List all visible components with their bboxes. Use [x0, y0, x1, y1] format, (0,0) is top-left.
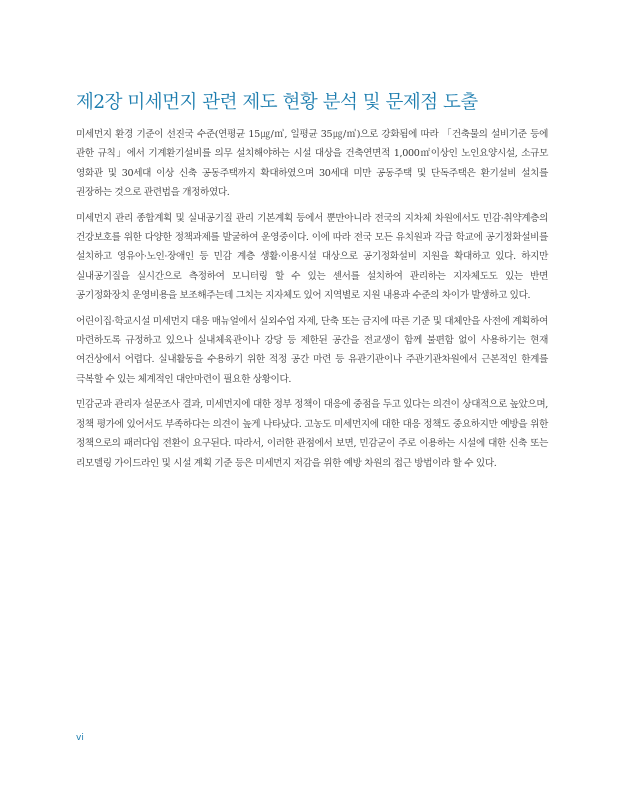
paragraph-3: 어린이집·학교시설 미세먼지 대응 매뉴얼에서 실외수업 자제, 단축 또는 금지에 따른 기준 및 대체안을 사전에 계획하여 마련하도록 규정하고 있으나 실내체육관이나 강당 등 제한된 공간을 전교생이 함께 불편함 없이 사용하기는 현재 여건상에서 어렵다. 실내활동을 수용하기 위한 적정 공간 마련 등 유관기관이나 주관기관차원에서 근본적인 한계를 극복할 수 있는 체계적인 대안마련이 필요한 상황이다. — [76, 315, 548, 385]
chapter-title: 제2장 미세먼지 관련 제도 현황 분석 및 문제점 도출 — [76, 92, 478, 113]
page-number: vi — [76, 733, 84, 743]
paragraph-1: 미세먼지 환경 기준이 선진국 수준(연평균 15㎍/㎥, 일평균 35㎍/㎥)으로 강화됨에 따라 「건축물의 설비기준 등에 관한 규칙」에서 기계환기설비를 의무 설치해야하는 시설 대상을 건축연면적 1,000㎡이상인 노인요양시설, 소규모 영화관 및 30세대 이상 신축 공동주택까지 확대하였으며 30세대 미만 공동주택 및 단독주택은 환기설비 설치를 권장하는 것으로 관련법을 개정하였다. — [76, 129, 548, 199]
paragraph-2: 미세먼지 관리 종합계획 및 실내공기질 관리 기본계획 등에서 뿐만아니라 전국의 지차체 차원에서도 민감·취약계층의 건강보호를 위한 다양한 정책과제를 발굴하여 운영중이다. 이에 따라 전국 모든 유치원과 각급 학교에 공기정화설비를 설치하고 영유아·노인·장애인 등 민감 계층 생활·이용시설 대상으로 공기정화설비 지원을 확대하고 있다. 하지만 실내공기질을 실시간으로 측정하여 모니터링 할 수 있는 센서를 설치하여 관리하는 지자체도도 있는 반면 공기정화장치 운영비용을 보조해주는데 그치는 지자체도 있어 지역별로 지원 내용과 수준의 차이가 발생하고 있다. — [76, 212, 548, 302]
paragraph-4: 민감군과 관리자 설문조사 결과, 미세먼지에 대한 정부 정책이 대응에 중점을 두고 있다는 의견이 상대적으로 높았으며, 정책 평가에 있어서도 부족하다는 의견이 높게 나타났다. 고농도 미세먼지에 대한 대응 정책도 중요하지만 예방을 위한 정책으로의 패러다임 전환이 요구된다. 따라서, 이러한 관점에서 보면, 민감군이 주로 이용하는 시설에 대한 신축 또는 리모델링 가이드라인 및 시설 계획 기준 등은 미세먼지 저감을 위한 예방 차원의 접근 방법이라 할 수 있다. — [76, 399, 548, 469]
body-text — [76, 125, 548, 479]
